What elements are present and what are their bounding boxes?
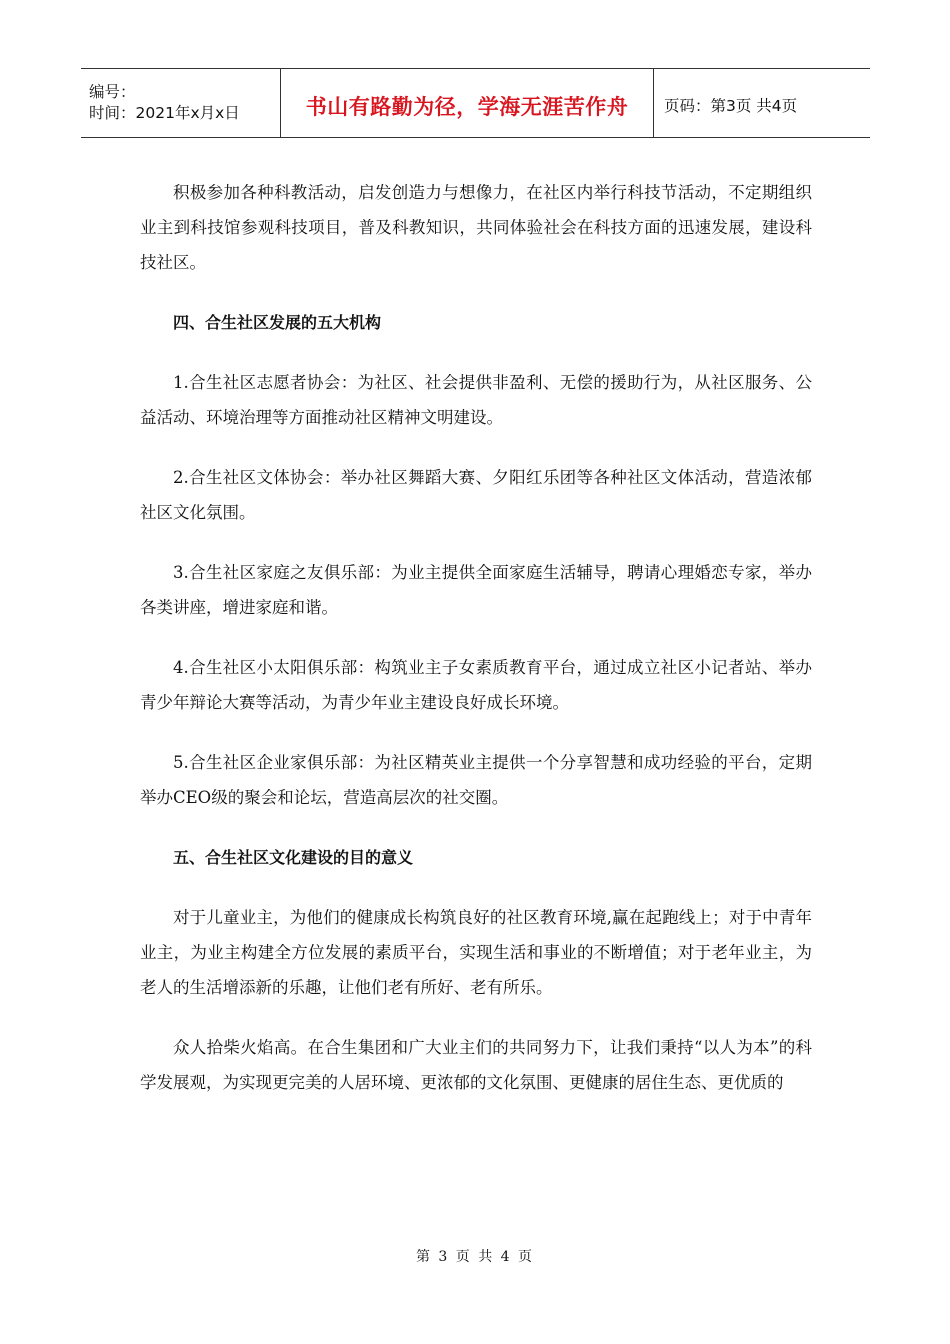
paragraph: 众人拾柴火焰高。在合生集团和广大业主们的共同努力下，让我们秉持“以人为本”的科学发展观，为实现更完美的人居环境、更浓郁的文化氛围、更健康的居住生态、更优质的 bbox=[140, 1038, 812, 1092]
list-item: 2.合生社区文体协会：举办社区舞蹈大赛、夕阳红乐团等各种社区文体活动，营造浓郁社区文化氛围。 bbox=[140, 468, 812, 522]
paragraph: 对于儿童业主，为他们的健康成长构筑良好的社区教育环境,赢在起跑线上；对于中青年业主，为业主构建全方位发展的素质平台，实现生活和事业的不断增值；对于老年业主，为老人的生活增添新的乐趣，让他们老有所好、老有所乐。 bbox=[140, 908, 812, 997]
page-header bbox=[81, 68, 870, 138]
list-item: 3.合生社区家庭之友俱乐部：为业主提供全面家庭生活辅导，聘请心理婚恋专家，举办各类讲座，增进家庭和谐。 bbox=[140, 563, 812, 617]
paragraph: 积极参加各种科教活动，启发创造力与想像力，在社区内举行科技节活动，不定期组织业主到科技馆参观科技项目，普及科教知识，共同体验社会在科技方面的迅速发展，建设科技社区。 bbox=[140, 183, 812, 272]
header-motto: 书山有路勤为径，学海无涯苦作舟 bbox=[281, 69, 654, 137]
section-heading-5: 五、合生社区文化建设的目的意义 bbox=[173, 848, 414, 867]
list-item: 1.合生社区志愿者协会：为社区、社会提供非盈利、无偿的援助行为，从社区服务、公益活动、环境治理等方面推动社区精神文明建设。 bbox=[140, 373, 812, 427]
document-number-label: 编号： bbox=[89, 83, 136, 101]
list-item: 4.合生社区小太阳俱乐部：构筑业主子女素质教育平台，通过成立社区小记者站、举办青少年辩论大赛等活动，为青少年业主建设良好成长环境。 bbox=[140, 658, 812, 712]
header-meta bbox=[81, 69, 281, 137]
section-heading-4: 四、合生社区发展的五大机构 bbox=[173, 313, 382, 332]
document-body bbox=[140, 175, 812, 1125]
header-page-number: 页码：第3页 共4页 bbox=[664, 97, 798, 115]
list-item: 5.合生社区企业家俱乐部：为社区精英业主提供一个分享智慧和成功经验的平台，定期举办CEO级的聚会和论坛，营造高层次的社交圈。 bbox=[140, 753, 812, 807]
page-footer: 第 3 页 共 4 页 bbox=[415, 1249, 535, 1265]
document-date: 时间：2021年x月x日 bbox=[89, 104, 240, 122]
